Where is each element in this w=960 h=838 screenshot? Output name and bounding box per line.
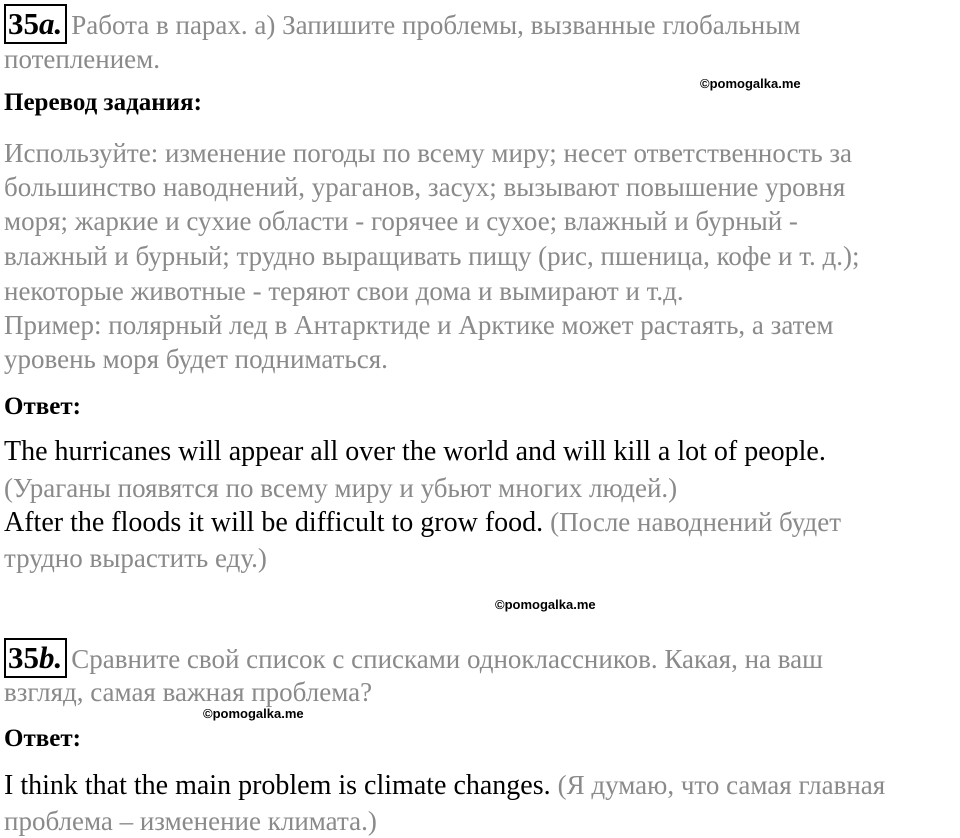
translation-line: Пример: полярный лед в Антарктиде и Арктике может растаять, а затем — [4, 310, 834, 340]
translation-line: влажный и бурный; трудно выращивать пищу (рис, пшеница, кофе и т. д.); — [4, 241, 860, 271]
answer-translation-line: трудно вырастить еду.) — [4, 543, 267, 573]
translation-line: некоторые животные - теряют свои дома и вымирают и т.д. — [4, 276, 684, 306]
task-number-box — [4, 4, 67, 44]
watermark: ©pomogalka.me — [203, 706, 304, 721]
translation-line: большинство наводнений, ураганов, засух; вызывают повышение уровня — [4, 172, 846, 202]
task-text-line: Работа в парах. а) Запишите проблемы, вызванные глобальным — [71, 10, 801, 40]
translation-heading: Перевод задания: — [4, 89, 202, 116]
task-number: 35 — [8, 6, 39, 41]
task-letter: b. — [39, 640, 63, 675]
answer-english: After the floods it will be difficult to grow food. — [4, 507, 544, 538]
task-number: 35 — [8, 640, 39, 675]
translation-line: Используйте: изменение погоды по всему миру; несет ответственность за — [4, 138, 853, 168]
watermark: ©pomogalka.me — [495, 597, 596, 612]
answer-translation-line: (Ураганы появятся по всему миру и убьют многих людей.) — [4, 473, 678, 503]
answer-english: I think that the main problem is climate changes. — [4, 770, 551, 801]
watermark: ©pomogalka.me — [700, 76, 801, 91]
answer-line: The hurricanes will appear all over the world and will kill a lot of people. — [4, 436, 826, 467]
task-35a-header — [4, 4, 800, 44]
answer-heading: Ответ: — [4, 393, 81, 420]
task-text-line: взгляд, самая важная проблема? — [4, 677, 373, 707]
answer-russian: (После наводнений будет — [550, 507, 842, 537]
task-number-box — [4, 638, 67, 678]
task-letter: a. — [39, 6, 63, 41]
answer-translation-line: проблема – изменение климата.) — [4, 806, 377, 836]
task-35b-header — [4, 638, 823, 678]
task-text-line: Сравните свой список с списками одноклассников. Какая, на ваш — [71, 644, 823, 674]
answer-heading: Ответ: — [4, 725, 81, 752]
answer-line — [4, 505, 841, 540]
translation-line: уровень моря будет подниматься. — [4, 344, 388, 374]
task-text-line: потеплением. — [4, 44, 161, 74]
answer-russian: (Я думаю, что самая главная — [557, 770, 886, 800]
answer-line — [4, 768, 885, 803]
translation-line: моря; жаркие и сухие области - горячее и сухое; влажный и бурный - — [4, 206, 798, 236]
